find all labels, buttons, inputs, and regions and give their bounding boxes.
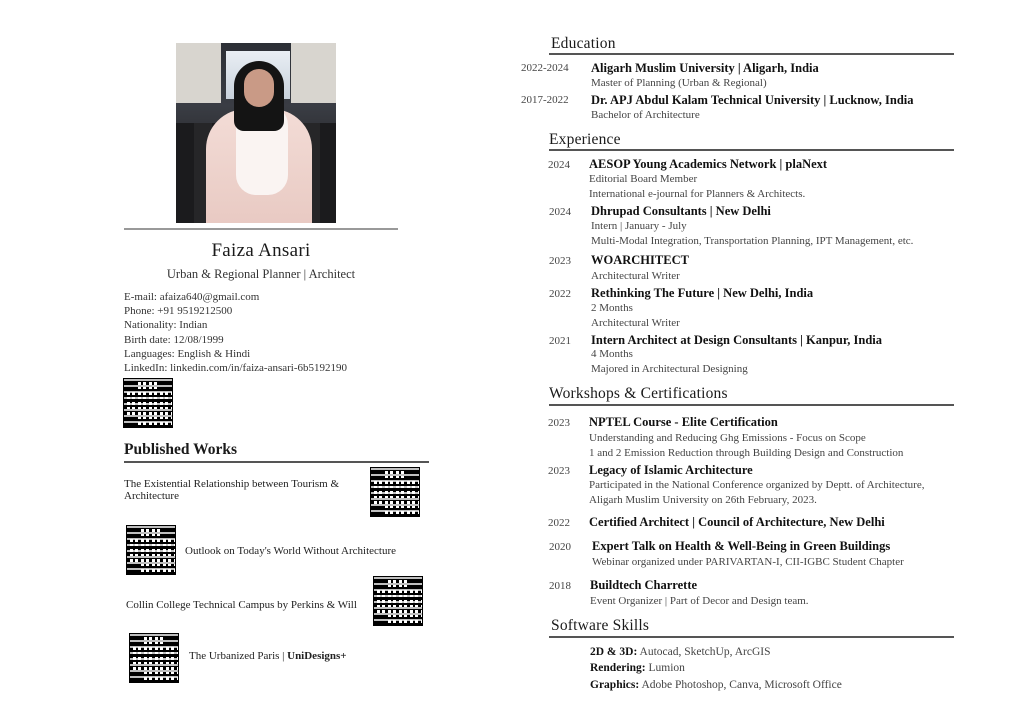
skill-value: Adobe Photoshop, Canva, Microsoft Office <box>641 679 842 691</box>
published-item-urbanized-paris[interactable] <box>189 650 347 662</box>
profile-role: Urban & Regional Planner | Architect <box>166 267 356 281</box>
experience-detail: International e-journal for Planners & Architects. <box>589 188 806 200</box>
workshop-year: 2018 <box>549 580 571 592</box>
skill-value: Lumion <box>648 662 685 674</box>
linkedin-qr-code <box>124 379 172 427</box>
software-skill-rendering <box>590 662 685 674</box>
published-item-text: The Urbanized Paris | <box>189 650 288 662</box>
workshop-year: 2020 <box>549 541 571 553</box>
experience-heading: Experience <box>549 131 621 148</box>
profile-photo <box>176 43 336 223</box>
workshop-title: NPTEL Course - Elite Certification <box>589 415 778 429</box>
publisher-name: UniDesigns+ <box>287 650 347 662</box>
software-skill-2d-3d <box>590 646 770 658</box>
contact-phone: Phone: +91 9519212500 <box>124 305 233 317</box>
published-item-outlook[interactable]: Outlook on Today's World Without Architecture <box>185 545 396 557</box>
experience-detail: Majored in Architectural Designing <box>591 363 748 375</box>
experience-year: 2024 <box>549 206 571 218</box>
workshop-detail: Event Organizer | Part of Decor and Design team. <box>590 595 809 607</box>
education-divider <box>549 53 954 55</box>
published-item-line: The Existential Relationship between Tourism & <box>124 478 340 490</box>
education-heading: Education <box>551 35 616 52</box>
workshop-detail: Understanding and Reducing Ghg Emissions - Focus on Scope <box>589 432 866 444</box>
experience-detail: Editorial Board Member <box>589 173 698 185</box>
contact-email: E-mail: afaiza640@gmail.com <box>124 291 260 303</box>
skill-label: 2D & 3D: <box>590 646 638 658</box>
software-skill-graphics <box>590 679 842 691</box>
skill-value: Autocad, SketchUp, ArcGIS <box>639 646 771 658</box>
published-item-collin-college[interactable]: Collin College Technical Campus by Perkins & Will <box>126 599 357 611</box>
workshop-detail: Participated in the National Conference organized by Deptt. of Architecture, <box>589 479 925 491</box>
workshop-title: Expert Talk on Health & Well-Being in Green Buildings <box>592 539 891 553</box>
workshop-detail: Aligarh Muslim University on 26th February, 2023. <box>589 494 817 506</box>
published-item-tourism[interactable] <box>124 478 364 502</box>
photo-divider <box>124 228 398 230</box>
qr-code-outlook <box>127 526 175 574</box>
qr-code-urbanized-paris <box>130 634 178 682</box>
contact-languages: Languages: English & Hindi <box>124 348 251 360</box>
qr-code-tourism <box>371 468 419 516</box>
education-title: Aligarh Muslim University | Aligarh, India <box>591 61 819 75</box>
experience-year: 2024 <box>548 159 570 171</box>
published-works-divider <box>124 461 429 463</box>
skill-label: Graphics: <box>590 679 640 691</box>
experience-detail: Architectural Writer <box>591 317 680 329</box>
software-heading: Software Skills <box>551 617 650 634</box>
workshop-year: 2022 <box>548 517 570 529</box>
workshop-title: Certified Architect | Council of Architecture, New Delhi <box>589 515 885 529</box>
experience-detail: Architectural Writer <box>591 270 680 282</box>
education-year: 2017-2022 <box>521 94 569 106</box>
skill-label: Rendering: <box>590 662 646 674</box>
experience-title: Dhrupad Consultants | New Delhi <box>591 204 771 218</box>
education-degree: Bachelor of Architecture <box>591 109 700 121</box>
experience-year: 2021 <box>549 335 571 347</box>
qr-code-collin-college <box>374 577 422 625</box>
experience-detail: 4 Months <box>591 348 633 360</box>
published-works-heading: Published Works <box>124 441 237 458</box>
experience-year: 2023 <box>549 255 571 267</box>
experience-title: Rethinking The Future | New Delhi, India <box>591 286 814 300</box>
workshop-title: Legacy of Islamic Architecture <box>589 463 753 477</box>
workshop-detail: Webinar organized under PARIVARTAN-I, CII-IGBC Student Chapter <box>592 556 904 568</box>
contact-nationality: Nationality: Indian <box>124 319 208 331</box>
workshops-divider <box>549 404 954 406</box>
profile-name: Faiza Ansari <box>211 240 311 261</box>
experience-title: AESOP Young Academics Network | plaNext <box>589 157 828 171</box>
workshop-detail: 1 and 2 Emission Reduction through Building Design and Construction <box>589 447 904 459</box>
published-item-line: Architecture <box>124 490 179 502</box>
workshop-year: 2023 <box>548 465 570 477</box>
experience-title: Intern Architect at Design Consultants | Kanpur, India <box>591 333 882 347</box>
workshops-heading: Workshops & Certifications <box>549 385 728 402</box>
experience-divider <box>549 149 954 151</box>
workshop-year: 2023 <box>548 417 570 429</box>
experience-year: 2022 <box>549 288 571 300</box>
experience-title: WOARCHITECT <box>591 253 689 267</box>
software-divider <box>549 636 954 638</box>
contact-linkedin[interactable]: LinkedIn: linkedin.com/in/faiza-ansari-6b5192190 <box>124 362 347 374</box>
education-degree: Master of Planning (Urban & Regional) <box>591 77 767 89</box>
education-title: Dr. APJ Abdul Kalam Technical University | Lucknow, India <box>591 93 914 107</box>
contact-birthdate: Birth date: 12/08/1999 <box>124 334 224 346</box>
workshop-title: Buildtech Charrette <box>590 578 698 592</box>
experience-detail: Intern | January - July <box>591 220 687 232</box>
experience-detail: 2 Months <box>591 302 633 314</box>
education-year: 2022-2024 <box>521 62 569 74</box>
experience-detail: Multi-Modal Integration, Transportation Planning, IPT Management, etc. <box>591 235 914 247</box>
